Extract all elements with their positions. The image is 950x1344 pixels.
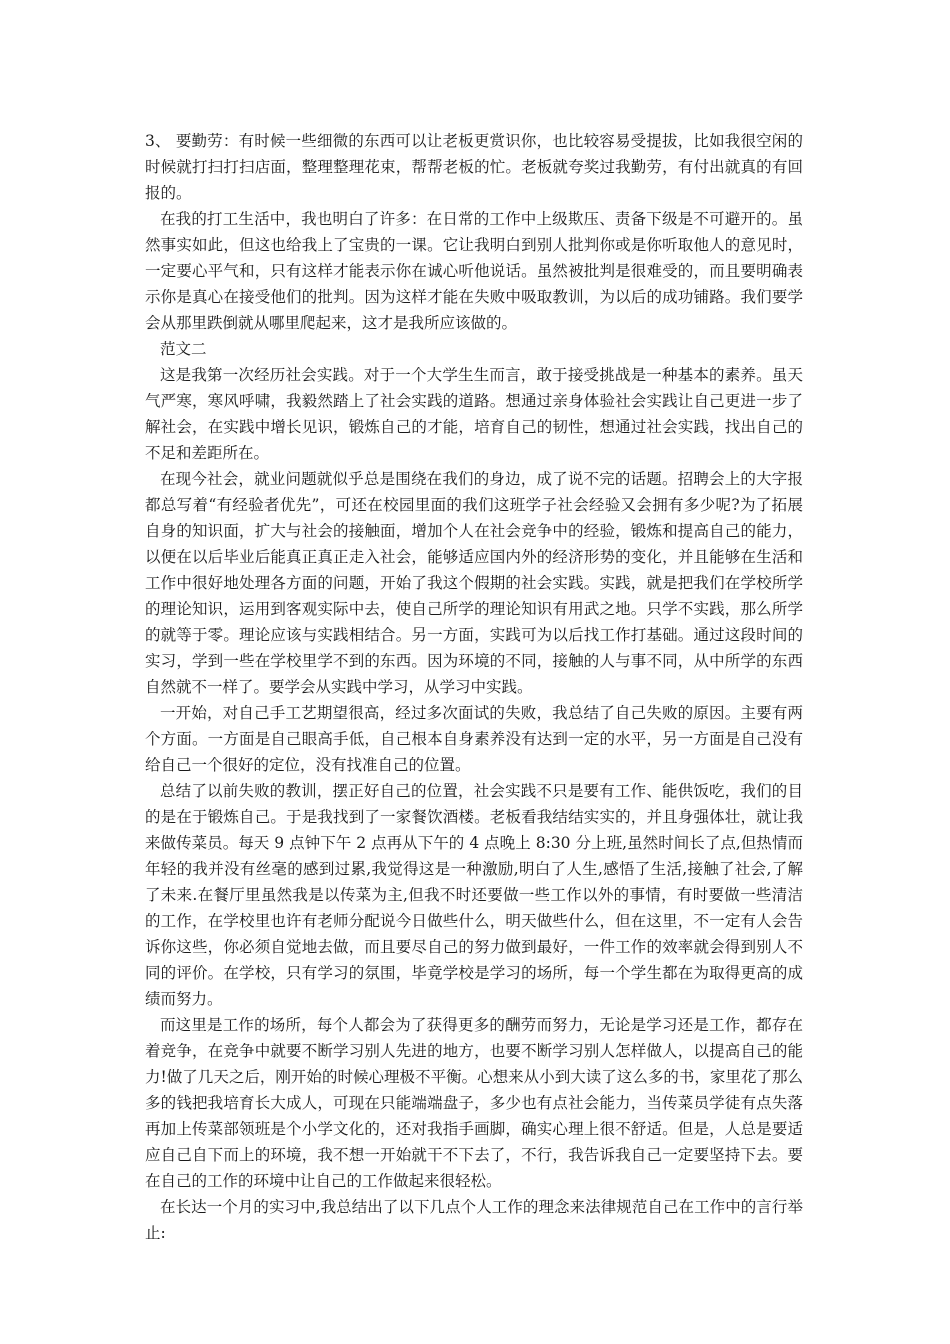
paragraph-first-practice: 这是我第一次经历社会实践。对于一个大学生生而言，敢于接受挑战是一种基本的素养。虽天气严寒，寒风呼啸，我毅然踏上了社会实践的道路。想通过亲身体验社会实践让自己更进一步了解社会，在实践中增长见识，锻炼自己的才能，培育自己的韧性，想通过社会实践，找出自己的不足和差距所在。	[145, 366, 803, 462]
paragraph-conclusion: 在长达一个月的实习中,我总结出了以下几点个人工作的理念来法律规范自己在工作中的言行举止:	[145, 1198, 803, 1242]
paragraph-restaurant: 总结了以前失败的教训，摆正好自己的位置，社会实践不只是要有工作、能供饭吃，我们的目的是在于锻炼自己。于是我找到了一家餐饮酒楼。老板看我结结实实的，并且身强体壮，就让我来做传菜员。每天 9 点钟下午 2 点再从下午的 4 点晚上 8:30 分上班,虽然时间长了点,但热情而年轻的我并没有丝毫的感到过累,我觉得这是一种激励,明白了人生,感悟了生活,接触了社会,了解了未来.在餐厅里虽然我是以传菜为主,但我不时还要做一些工作以外的事情，有时要做一些清洁的工作，在学校里也许有老师分配说今日做些什么，明天做些什么，但在这里，不一定有人会告诉你这些，你必须自觉地去做，而且要尽自己的努力做到最好，一件工作的效率就会得到别人不同的评价。在学校，只有学习的氛围，毕竟学校是学习的场所，每一个学生都在为取得更高的成绩而努力。	[145, 782, 803, 1008]
paragraph-point-3: 3、 要勤劳：有时候一些细微的东西可以让老板更赏识你，也比较容易受提拔，比如我很空闲的时候就打扫打扫店面，整理整理花束，帮帮老板的忙。老板就夸奖过我勤劳，有付出就真的有回报的。	[145, 132, 803, 202]
section-heading: 范文二	[160, 340, 207, 358]
paragraph-failure: 一开始，对自己手工艺期望很高，经过多次面试的失败，我总结了自己失败的原因。主要有两个方面。一方面是自己眼高手低，自己根本自身素养没有达到一定的水平，另一方面是自己没有给自己一个很好的定位，没有找准自己的位置。	[145, 704, 803, 774]
paragraph-criticism: 在我的打工生活中，我也明白了许多：在日常的工作中上级欺压、责备下级是不可避开的。虽然事实如此，但这也给我上了宝贵的一课。它让我明白到别人批判你或是你听取他人的意见时，一定要心平气和，只有这样才能表示你在诚心听他说话。虽然被批判是很难受的，而且要明确表示你是真心在接受他们的批判。因为这样才能在失败中吸取教训，为以后的成功铺路。我们要学会从那里跌倒就从哪里爬起来，这才是我所应该做的。	[145, 210, 803, 332]
paragraph-employment: 在现今社会，就业问题就似乎总是围绕在我们的身边，成了说不完的话题。招聘会上的大字报都总写着“有经验者优先”，可还在校园里面的我们这班学子社会经验又会拥有多少呢?为了拓展自身的知识面，扩大与社会的接触面，增加个人在社会竞争中的经验，锻炼和提高自己的能力，以便在以后毕业后能真正真正走入社会，能够适应国内外的经济形势的变化，并且能够在生活和工作中很好地处理各方面的问题，开始了我这个假期的社会实践。实践，就是把我们在学校所学的理论知识，运用到客观实际中去，使自己所学的理论知识有用武之地。只学不实践，那么所学的就等于零。理论应该与实践相结合。另一方面，实践可为以后找工作打基础。通过这段时间的实习，学到一些在学校里学不到的东西。因为环境的不同，接触的人与事不同，从中所学的东西自然就不一样了。要学会从实践中学习，从学习中实践。	[145, 470, 803, 696]
document-body	[145, 128, 803, 1246]
paragraph-workplace: 而这里是工作的场所，每个人都会为了获得更多的酬劳而努力，无论是学习还是工作，都存在着竞争，在竞争中就要不断学习别人先进的地方，也要不断学习别人怎样做人，以提高自己的能力!做了几天之后，刚开始的时候心理极不平衡。心想来从小到大读了这么多的书，家里花了那么多的钱把我培育长大成人，可现在只能端端盘子，多少也有点社会能力，当传菜员学徒有点失落再加上传菜部领班是个小学文化的，还对我指手画脚，确实心理上很不舒适。但是，人总是要适应自己自下而上的环境，我不想一开始就干不下去了，不行，我告诉我自己一定要坚持下去。要在自己的工作的环境中让自己的工作做起来很轻松。	[145, 1016, 803, 1190]
